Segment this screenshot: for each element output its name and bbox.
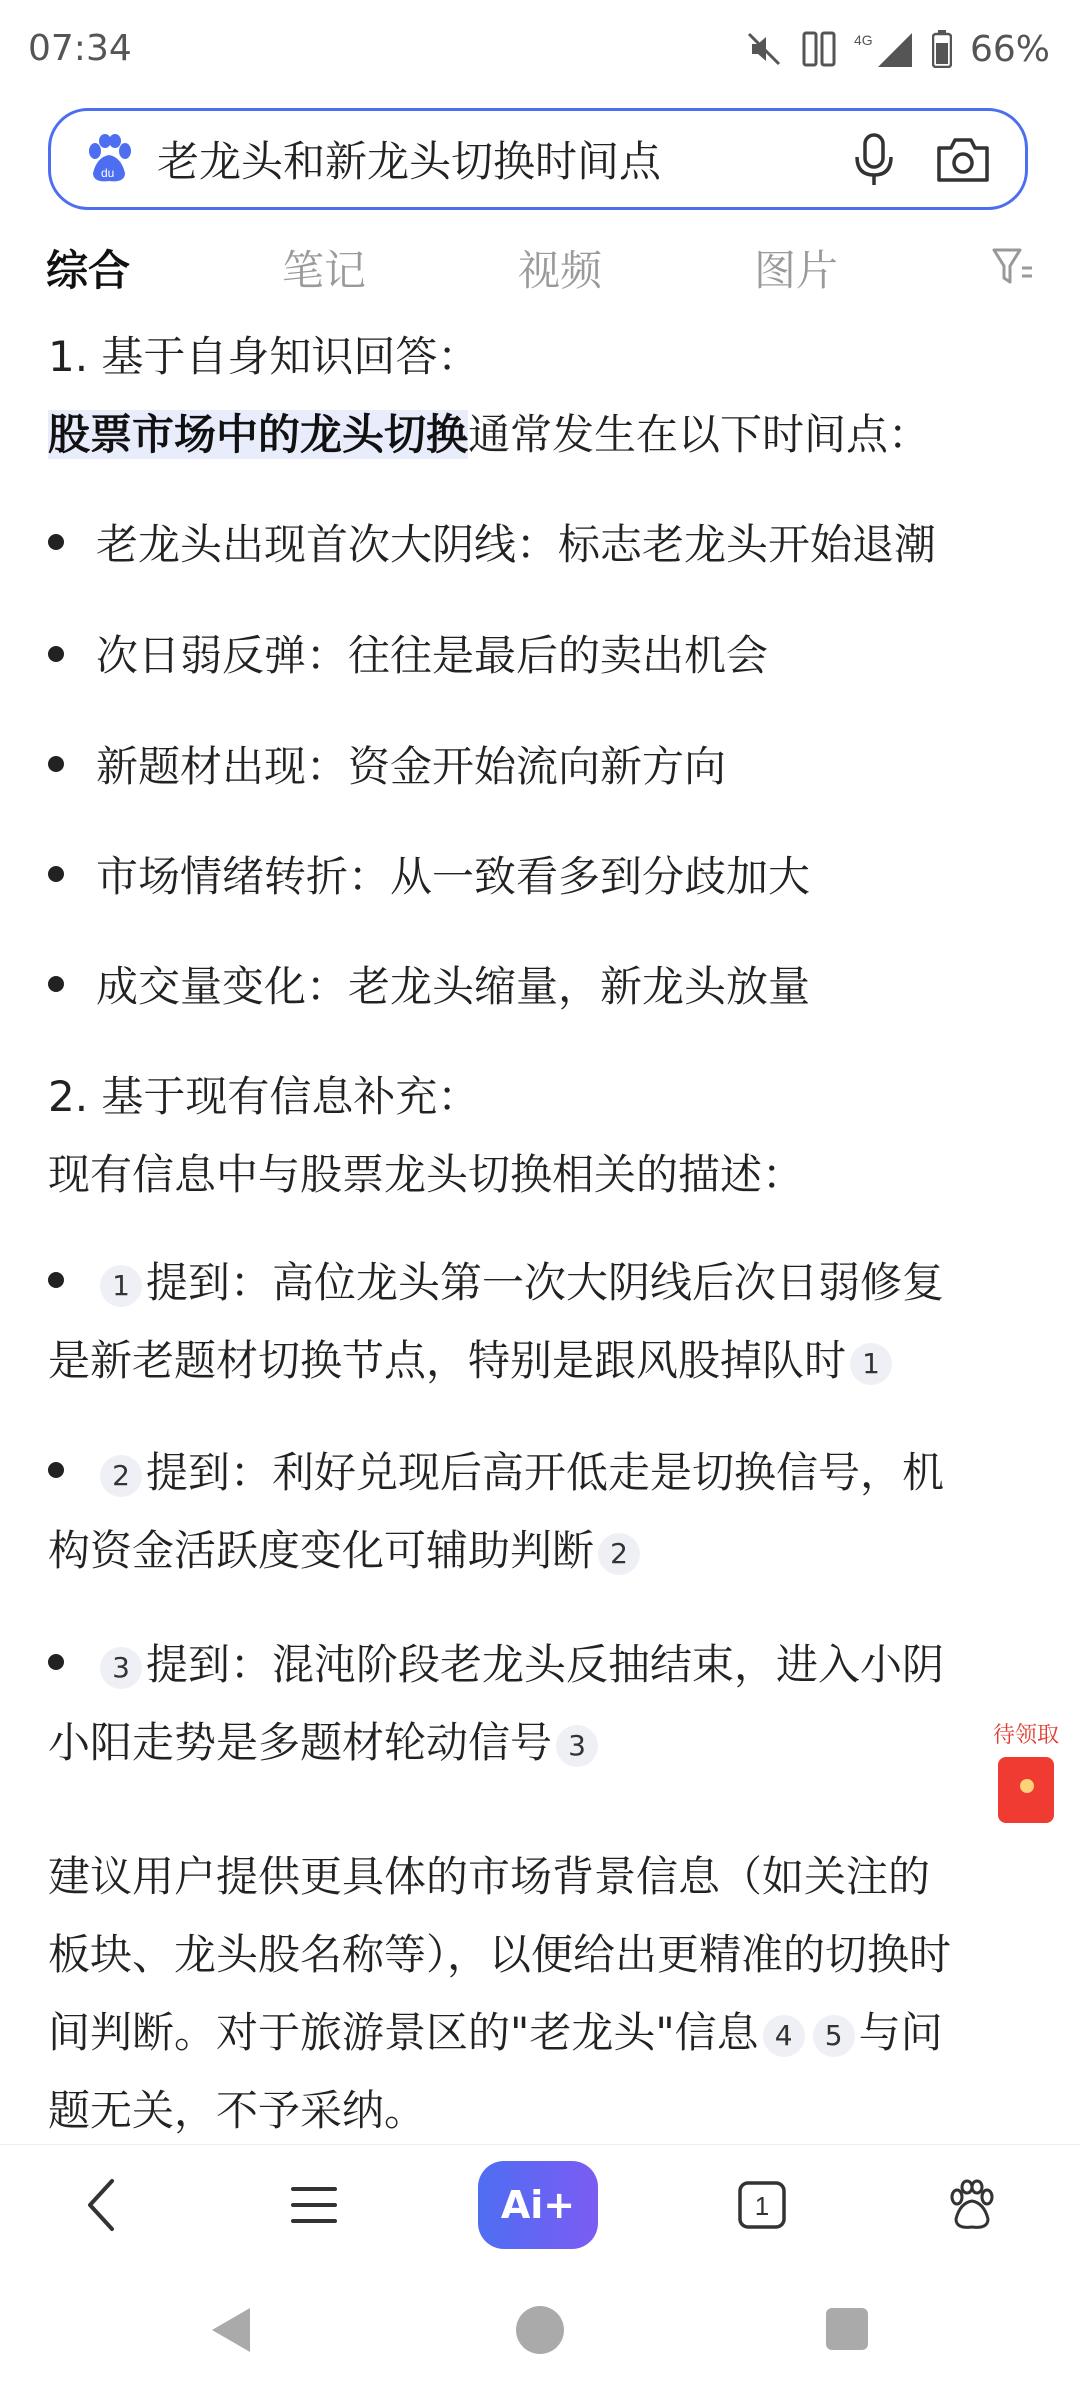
tab-comprehensive[interactable]: 综合 <box>46 246 131 295</box>
citation-badge[interactable]: 4 <box>763 2015 805 2057</box>
suggestion-text: 间判断。对于旅游景区的"老龙头"信息 <box>48 2008 759 2057</box>
back-button[interactable] <box>62 2165 142 2245</box>
reference-text: 提到：高位龙头第一次大阴线后次日弱修复 <box>146 1258 945 1307</box>
tab-images[interactable]: 图片 <box>754 246 839 295</box>
citation-badge[interactable]: 3 <box>100 1647 142 1689</box>
battery-percent: 66% <box>969 28 1050 70</box>
camera-icon[interactable] <box>935 134 991 184</box>
baidu-paw-icon <box>946 2179 998 2231</box>
bullet <box>48 1462 64 1478</box>
microphone-icon[interactable] <box>851 131 897 187</box>
citation-badge[interactable]: 1 <box>100 1265 142 1307</box>
citation-badge[interactable]: 5 <box>813 2015 855 2057</box>
reference-line <box>96 1440 944 1500</box>
citation-badge[interactable]: 3 <box>556 1725 598 1767</box>
tab-notes[interactable]: 笔记 <box>282 246 367 295</box>
baidu-paw-icon <box>83 133 135 185</box>
reference-line <box>48 1328 896 1388</box>
suggestion-line: 建议用户提供更具体的市场背景信息（如关注的 <box>48 1852 931 1901</box>
tab-videos[interactable]: 视频 <box>518 246 603 295</box>
bullet <box>48 976 64 992</box>
bullet <box>48 1272 64 1288</box>
status-time: 07:34 <box>28 28 132 69</box>
tab-count: 1 <box>754 2191 770 2221</box>
bullet <box>48 1654 64 1670</box>
section2-intro: 现有信息中与股票龙头切换相关的描述： <box>48 1150 805 1199</box>
list-item-text: 老龙头出现首次大阴线：标志老龙头开始退潮 <box>96 520 937 569</box>
list-item-text: 次日弱反弹：往往是最后的卖出机会 <box>96 631 769 680</box>
battery-icon <box>932 30 952 68</box>
red-envelope-icon[interactable] <box>998 1757 1054 1823</box>
red-packet-label: 待领取 <box>992 1723 1059 1748</box>
network-label: 4G <box>853 32 873 48</box>
reference-line <box>48 1710 602 1770</box>
chevron-left-icon <box>82 2177 122 2233</box>
search-bar[interactable] <box>48 108 1028 210</box>
menu-button[interactable] <box>274 2165 354 2245</box>
menu-icon <box>289 2183 339 2227</box>
citation-badge[interactable]: 2 <box>100 1455 142 1497</box>
suggestion-line: 板块、龙头股名称等），以便给出更精准的切换时 <box>48 1930 952 1979</box>
reference-line <box>96 1250 944 1310</box>
reference-text: 提到：利好兑现后高开低走是切换信号，机 <box>146 1448 945 1497</box>
bullet <box>48 756 64 772</box>
list-item-text: 市场情绪转折：从一致看多到分歧加大 <box>96 852 811 901</box>
citation-badge[interactable]: 1 <box>850 1343 892 1385</box>
reference-line <box>48 1518 644 1578</box>
status-icons <box>744 24 1050 74</box>
reference-line <box>96 1632 944 1692</box>
system-nav-bar <box>0 2270 1080 2400</box>
suggestion-line: 题无关，不予采纳。 <box>48 2086 427 2135</box>
bullet <box>48 866 64 882</box>
section1-intro-rest: 通常发生在以下时间点： <box>468 410 931 459</box>
baidu-home-button[interactable] <box>932 2165 1012 2245</box>
section1-intro <box>48 402 930 462</box>
status-bar <box>0 0 1080 100</box>
reference-text: 提到：混沌阶段老龙头反抽结束，进入小阴 <box>146 1640 945 1689</box>
svg-text:du: du <box>101 166 115 180</box>
ai-label: Ai+ <box>500 2183 576 2227</box>
result-tabs <box>0 228 1080 308</box>
search-input[interactable]: 老龙头和新龙头切换时间点 <box>157 137 662 186</box>
list-item-text: 成交量变化：老龙头缩量，新龙头放量 <box>96 962 811 1011</box>
tabs-icon <box>736 2179 788 2231</box>
reference-text: 小阳走势是多题材轮动信号 <box>48 1718 553 1767</box>
list-item-text: 新题材出现：资金开始流向新方向 <box>96 742 727 791</box>
reference-text: 构资金活跃度变化可辅助判断 <box>48 1526 595 1575</box>
bullet <box>48 646 64 662</box>
suggestion-line <box>48 2000 943 2060</box>
section1-heading: 1. 基于自身知识回答： <box>48 332 480 381</box>
mute-icon <box>744 29 784 69</box>
nav-recents-icon[interactable] <box>824 2306 870 2352</box>
ai-assistant-button[interactable] <box>478 2161 598 2249</box>
nfc-icon <box>802 29 836 69</box>
reference-text: 是新老题材切换节点，特别是跟风股掉队时 <box>48 1336 847 1385</box>
tabs-button[interactable] <box>722 2165 802 2245</box>
citation-badge[interactable]: 2 <box>598 1533 640 1575</box>
section2-heading: 2. 基于现有信息补充： <box>48 1072 480 1121</box>
signal-icon <box>854 29 914 69</box>
bullet <box>48 534 64 550</box>
suggestion-text: 与问 <box>858 2008 943 2057</box>
filter-icon[interactable] <box>990 244 1034 288</box>
bottom-toolbar <box>0 2144 1080 2265</box>
nav-home-icon[interactable] <box>514 2304 566 2356</box>
nav-back-icon[interactable] <box>206 2304 254 2356</box>
red-packet-widget[interactable] <box>986 1718 1066 1823</box>
highlight-term[interactable]: 股票市场中的龙头切换 <box>48 410 469 459</box>
